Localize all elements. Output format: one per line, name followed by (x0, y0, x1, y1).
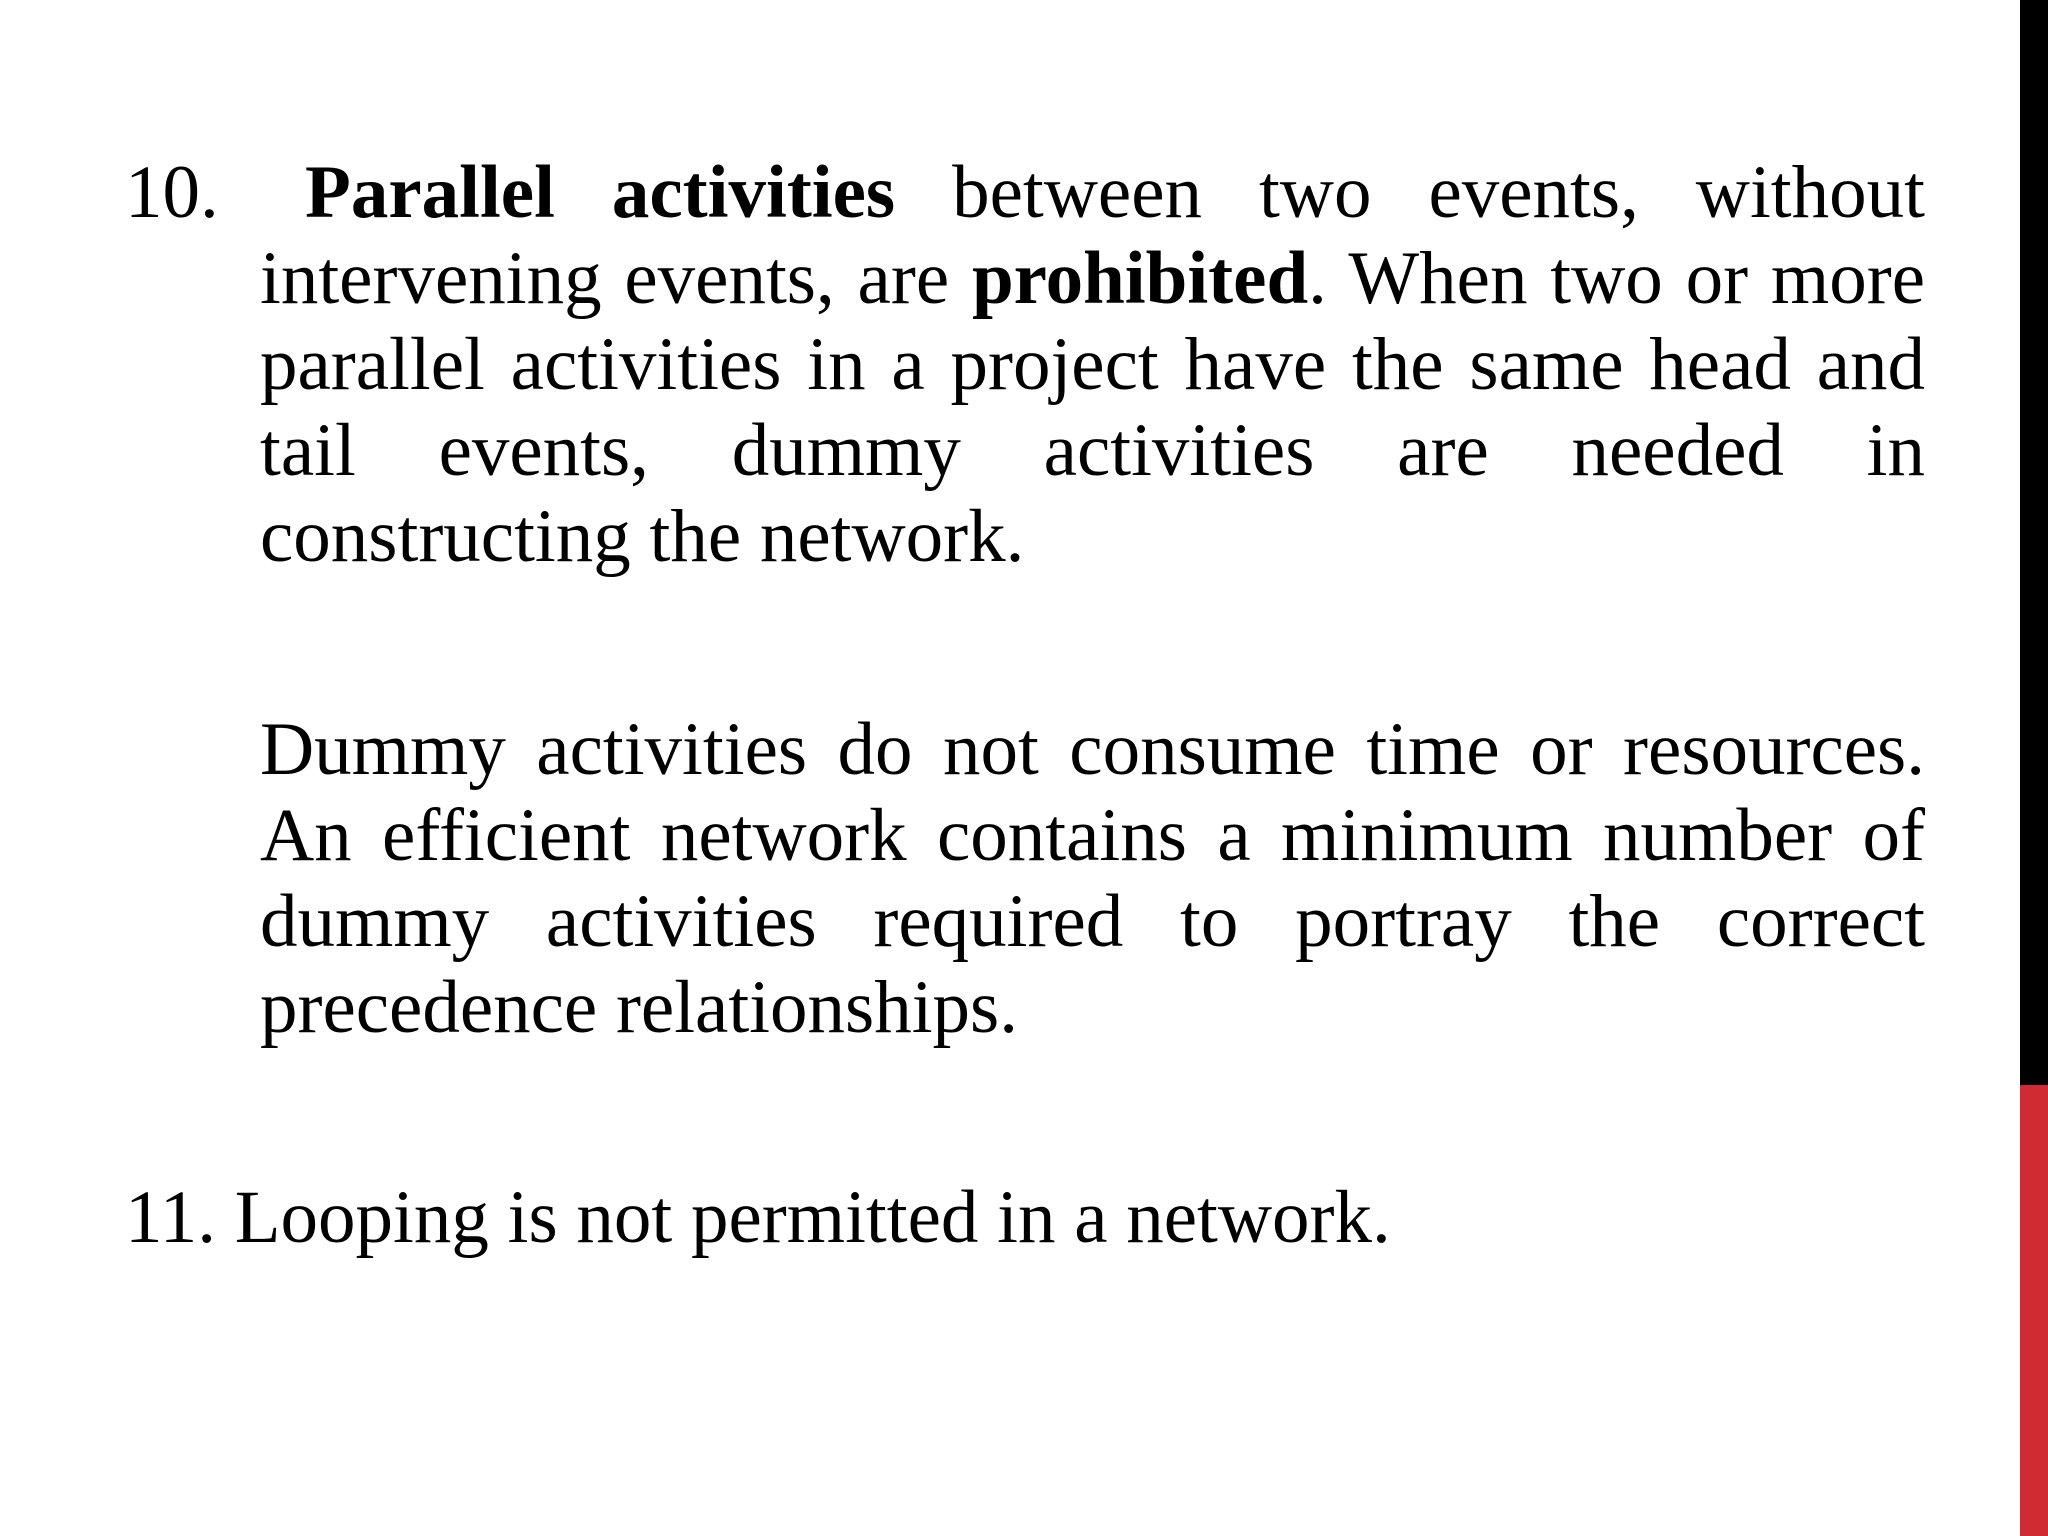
list-item-11: 11. Looping is not permitted in a network. (125, 1176, 1391, 1259)
list-item-10 (125, 150, 1925, 580)
bold-term-prohibited: prohibited (971, 237, 1309, 320)
item-10-number: 10. (125, 151, 219, 234)
item-10-text-part-b: . When two or more parallel activities in a project have the same head and tail events, dummy activities are needed in constructing the network. (260, 237, 1925, 578)
side-accent-bar-black (2020, 0, 2048, 1085)
dummy-activities-paragraph: Dummy activities do not consume time or resources. An efficient network contains a minimum number of dummy activities required to portray the correct precedence relationships. (260, 708, 1925, 1049)
item-10-text-part-a: between two events, without intervening events, are (260, 151, 1925, 320)
bold-term-parallel-activities: Parallel activities (305, 151, 896, 234)
item-10-text (260, 150, 1925, 580)
side-accent-bar-red (2020, 1085, 2048, 1536)
